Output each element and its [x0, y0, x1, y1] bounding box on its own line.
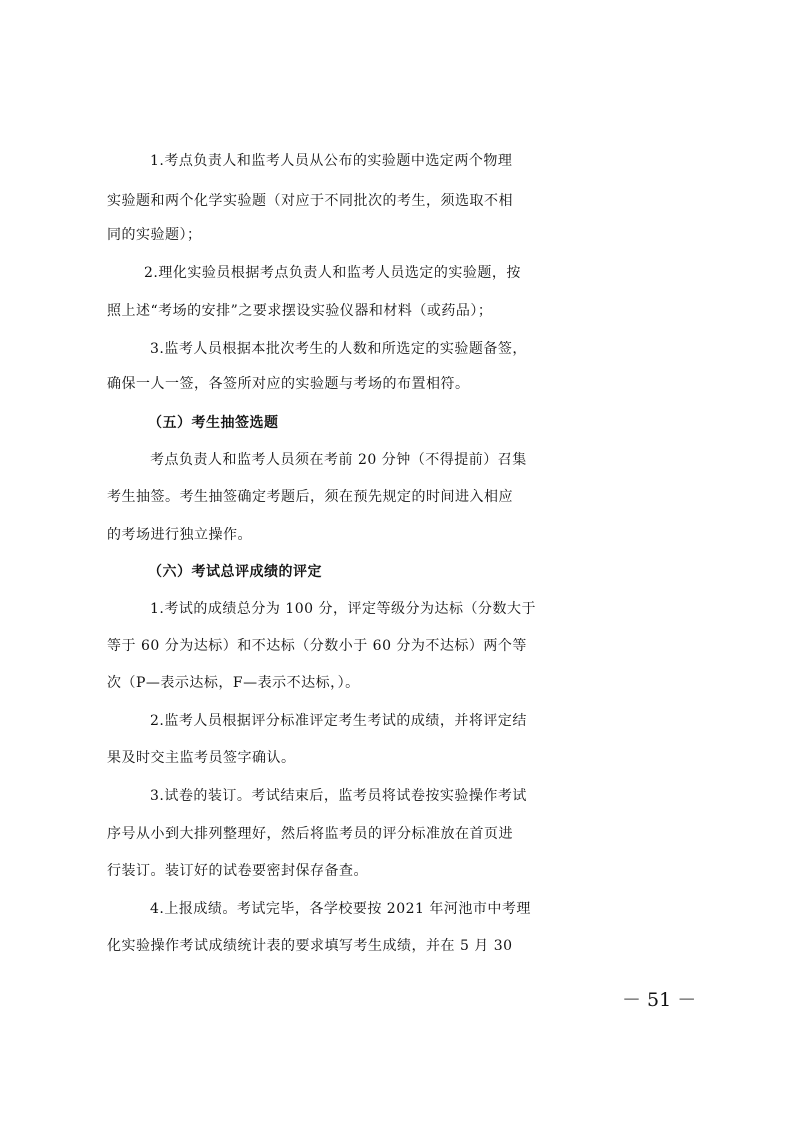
- text-line: 照上述“考场的安排”之要求摆设实验仪器和材料（或药品）；: [107, 303, 493, 319]
- text-line: 序号从小到大排列整理好，然后将监考员的评分标准放在首页进: [107, 826, 513, 842]
- page-number: － 51 －: [622, 989, 697, 1011]
- text-line: 考生抽签。考生抽签确定考题后，须在预先规定的时间进入相应: [107, 489, 513, 505]
- section-heading: （五）考生抽签选题: [148, 415, 279, 431]
- text-line: 确保一人一签，各签所对应的实验题与考场的布置相符。: [107, 376, 470, 392]
- text-line: 等于 60 分为达标）和不达标（分数小于 60 分为不达标）两个等: [107, 638, 527, 654]
- text-line: 2.监考人员根据评分标准评定考生考试的成绩，并将评定结: [150, 713, 527, 729]
- text-line: 实验题和两个化学实验题（对应于不同批次的考生，须选取不相: [107, 193, 513, 209]
- text-line: 化实验操作考试成绩统计表的要求填写考生成绩，并在 5 月 30: [107, 938, 513, 954]
- text-line: 1.考点负责人和监考人员从公布的实验题中选定两个物理: [150, 153, 513, 169]
- text-line: 考点负责人和监考人员须在考前 20 分钟（不得提前）召集: [150, 452, 527, 468]
- text-line: 行装订。装订好的试卷要密封保存备查。: [107, 863, 368, 879]
- section-heading: （六）考试总评成绩的评定: [148, 564, 322, 580]
- text-line: 果及时交主监考员签字确认。: [107, 750, 296, 766]
- text-line: 1.考试的成绩总分为 100 分，评定等级分为达标（分数大于: [150, 601, 536, 617]
- text-line: 3.试卷的装订。考试结束后，监考员将试卷按实验操作考试: [150, 788, 527, 804]
- text-line: 的考场进行独立操作。: [107, 527, 252, 543]
- text-line: 3.监考人员根据本批次考生的人数和所选定的实验题备签，: [150, 341, 527, 357]
- text-line: 4.上报成绩。考试完毕，各学校要按 2021 年河池市中考理: [150, 901, 531, 917]
- text-line: 2.理化实验员根据考点负责人和监考人员选定的实验题，按: [144, 265, 521, 281]
- text-line: 次（P—表示达标，F—表示不达标，）。: [107, 675, 360, 691]
- text-line: 同的实验题）；: [107, 227, 202, 243]
